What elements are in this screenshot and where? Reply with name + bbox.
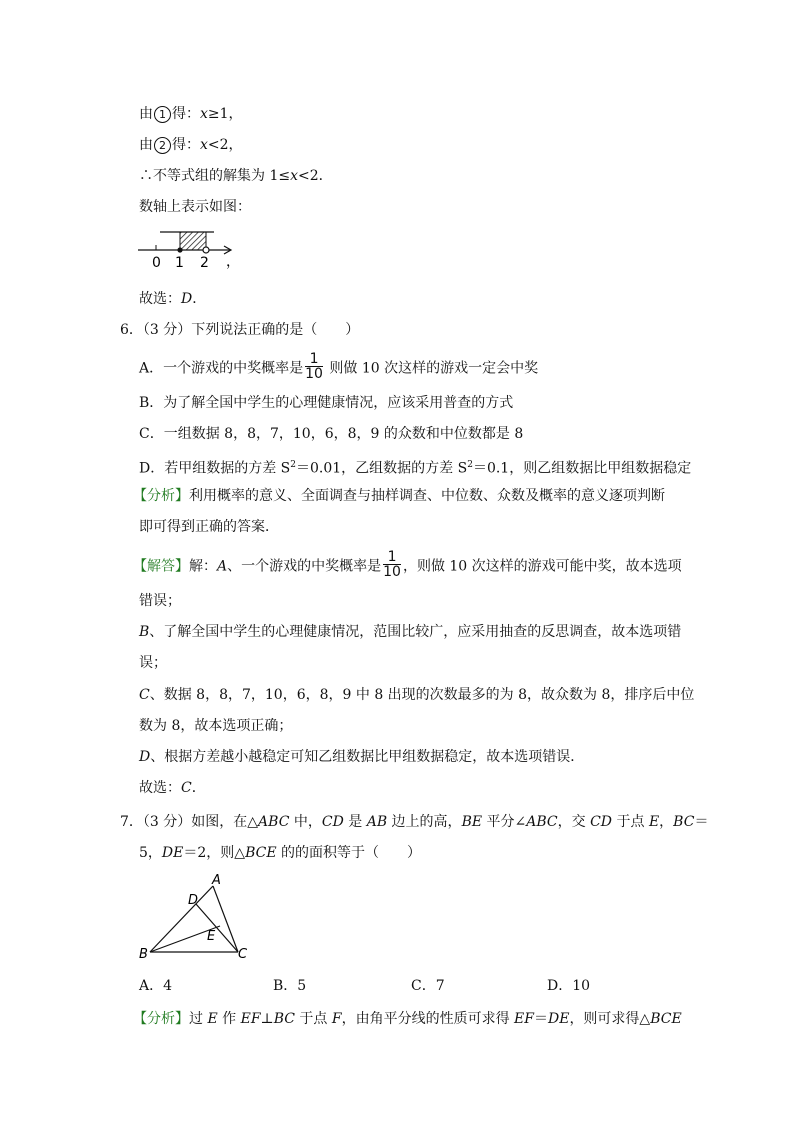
label-c: C: [238, 947, 248, 962]
text: 得：: [172, 137, 200, 153]
denominator: 10: [305, 366, 323, 382]
circled-number: 2: [154, 137, 171, 154]
side-ab: [150, 886, 213, 952]
text: ，则可求得△: [569, 1011, 651, 1027]
altitude-cd: [196, 904, 238, 952]
label-d: D: [188, 893, 199, 908]
option-letter: A: [217, 558, 228, 575]
triangle-figure: [136, 872, 260, 964]
text: 、了解全国中学生的心理健康情况，范围比较广，应采用抽查的反思调查，故本选项错: [149, 624, 682, 640]
var: AB: [366, 814, 388, 830]
text: 由: [139, 137, 153, 153]
text: 故选：: [139, 780, 181, 796]
var: BCE: [650, 1011, 682, 1027]
solution-line-4: 数轴上表示如图：: [139, 199, 251, 215]
text: 得：: [172, 106, 200, 122]
q6-option-a: [139, 351, 539, 383]
text: 平分∠: [482, 814, 527, 830]
text: ，交: [557, 814, 591, 830]
text: ⊥: [260, 1011, 274, 1027]
answer-letter: C: [181, 780, 192, 796]
text: 中，: [289, 814, 322, 830]
q6-option-c: C．一组数据 8，8，7，10，6，8，9 的众数和中位数都是 8: [139, 426, 524, 442]
trailing-comma: ，: [226, 254, 240, 270]
var: BC: [273, 1011, 295, 1027]
text: ∴不等式组的解集为 1≤: [139, 168, 291, 184]
q6-answer-b-2: 误；: [139, 655, 167, 671]
solution-line-1: [139, 104, 243, 124]
solution-line-3: [139, 166, 333, 186]
number-line-figure: [136, 226, 246, 270]
text: ，: [659, 814, 674, 830]
var: CD: [321, 814, 344, 830]
var: BC: [673, 814, 695, 830]
q6-answer-a-2: 错误；: [139, 593, 181, 609]
q6-answer-d: [139, 747, 584, 767]
denominator: 10: [383, 564, 401, 580]
text: 边上的高，: [387, 814, 462, 830]
text: ≥1，: [207, 106, 243, 122]
text: ．: [192, 291, 207, 307]
numerator: 1: [383, 550, 401, 565]
text: 5，: [139, 845, 162, 861]
open-dot-2: [203, 247, 209, 253]
q6-choose: [139, 778, 206, 798]
text: 故选：: [139, 291, 181, 307]
q7-option-d: D．10: [547, 978, 591, 994]
text: A．一个游戏的中奖概率是: [139, 360, 304, 377]
solution-line-2: [139, 135, 243, 155]
variable: x: [290, 168, 298, 184]
superscript: 2: [290, 460, 296, 470]
label-a: A: [212, 873, 221, 888]
text: 解：: [189, 558, 217, 575]
text: 利用概率的意义、全面调查与抽样调查、中位数、众数及概率的意义逐项判断: [189, 488, 665, 504]
var: ABC: [526, 814, 558, 830]
q6-answer-c-2: 数为 8，故本选项正确；: [139, 718, 293, 734]
var: DE: [161, 845, 184, 861]
text: ．: [191, 780, 206, 796]
var: ABC: [258, 814, 290, 830]
var: F: [331, 1011, 342, 1027]
var: EF: [240, 1011, 261, 1027]
numerator: 1: [305, 352, 323, 367]
variable: x: [200, 106, 208, 122]
text: 作: [217, 1011, 241, 1027]
text: ＝: [694, 814, 709, 830]
tick-label-1: 1: [175, 255, 184, 270]
q7-analysis: [133, 1009, 682, 1029]
text: 、根据方差越小越稳定可知乙组数据比甲组数据稳定，故本选项错误．: [150, 749, 585, 765]
var: CD: [590, 814, 613, 830]
q6-analysis-1: [133, 486, 665, 506]
var: E: [648, 814, 660, 830]
text: 7．（3 分）如图，在△: [120, 814, 259, 830]
text: <2，: [207, 137, 243, 153]
question-7-stem-2: [139, 843, 421, 863]
text: <2．: [298, 168, 333, 184]
q7-option-c: C．7: [411, 978, 445, 994]
text: ，由角平分线的性质可求得: [341, 1011, 515, 1027]
text: 是: [343, 814, 367, 830]
question-6-stem: 6．（3 分）下列说法正确的是（ ）: [120, 322, 360, 338]
var: EF: [514, 1011, 534, 1027]
option-letter: D: [139, 749, 151, 765]
text: ，则做 10 次这样的游戏可能中奖，故本选项: [402, 558, 682, 575]
q6-answer-c: [139, 685, 694, 705]
fraction: [383, 550, 401, 579]
variable: x: [200, 137, 208, 153]
q7-option-b: B．5: [273, 978, 307, 994]
text: ＝0.01，乙组数据的方差 S: [296, 460, 468, 477]
side-ac: [213, 886, 238, 952]
var: DE: [547, 1011, 570, 1027]
option-letter: C: [139, 687, 150, 703]
q6-answer-b: [139, 622, 681, 642]
analysis-tag: 【分析】: [133, 1011, 189, 1027]
tick-label-2: 2: [200, 255, 209, 270]
analysis-tag: 【分析】: [133, 488, 189, 504]
text: ＝2，则△: [183, 845, 246, 861]
solution-hatch: [180, 232, 206, 250]
q7-option-a: A．4: [139, 978, 173, 994]
answer-letter: D: [181, 291, 193, 307]
text: 则做 10 次这样的游戏一定会中奖: [329, 360, 539, 377]
answer-tag: 【解答】: [133, 558, 189, 575]
text: 、数据 8，8，7，10，6，8，9 中 8 出现的次数最多的为 8，故众数为 8，排序后中位: [149, 687, 695, 703]
text: ＝: [533, 1011, 548, 1027]
q6-answer-a: [133, 549, 682, 581]
label-e: E: [207, 929, 216, 944]
var: BCE: [245, 845, 277, 861]
text: ＝0.1，则乙组数据比甲组数据稳定: [472, 460, 692, 477]
answer-line-5: [139, 289, 206, 309]
tick-label-0: 0: [152, 255, 161, 270]
text: 的的面积等于（ ）: [276, 845, 421, 861]
text: D．若甲组数据的方差 S: [139, 460, 291, 477]
var: BE: [461, 814, 483, 830]
question-7-stem-1: [120, 812, 708, 832]
q6-analysis-2: 即可得到正确的答案．: [139, 519, 279, 535]
closed-dot-1: [177, 247, 182, 252]
text: 于点: [294, 1011, 332, 1027]
q6-option-b: B．为了解全国中学生的心理健康情况，应该采用普查的方式: [139, 395, 514, 411]
label-b: B: [139, 947, 148, 962]
fraction: [305, 352, 323, 381]
text: 、一个游戏的中奖概率是: [227, 558, 382, 575]
var: E: [207, 1011, 218, 1027]
circled-number: 1: [154, 106, 171, 123]
superscript: 2: [467, 460, 473, 470]
text: 由: [139, 106, 153, 122]
text: 过: [189, 1011, 208, 1027]
text: 于点: [612, 814, 649, 830]
q6-option-d: [139, 455, 691, 479]
option-letter: B: [139, 624, 150, 640]
